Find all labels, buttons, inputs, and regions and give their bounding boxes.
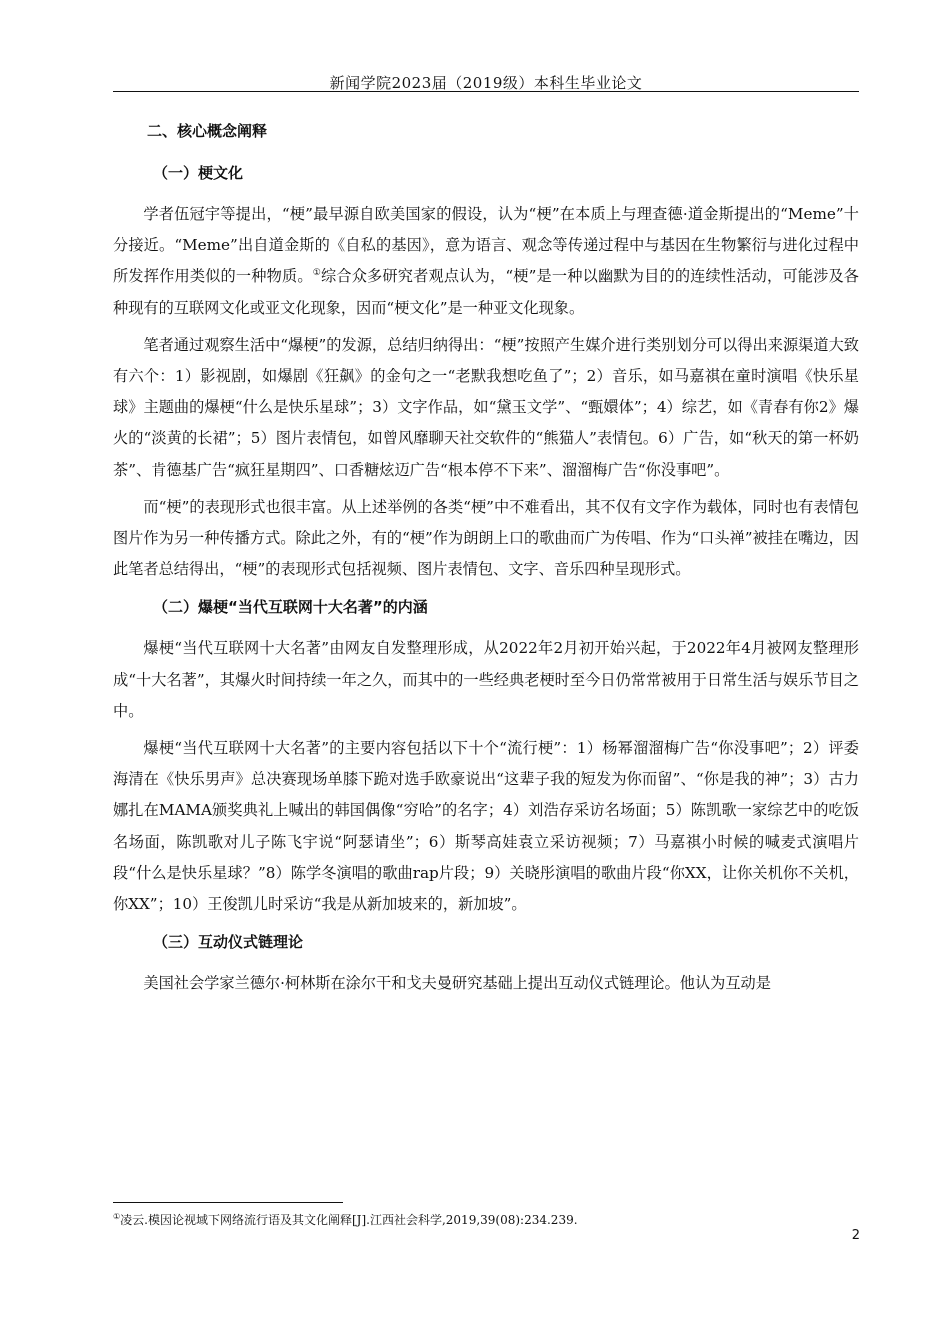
footnote-marker: ① <box>113 1212 121 1221</box>
page-number: 2 <box>851 1228 860 1243</box>
running-header: 新闻学院2023届（2019级）本科生毕业论文 <box>329 74 643 92</box>
paragraph: 爆梗“当代互联网十大名著”的主要内容包括以下十个“流行梗”：1）杨幂溜溜梅广告“你没事吧”；2）评委海清在《快乐男声》总决赛现场单膝下跪对选手欧豪说出“这辈子我的短发为你而留”、“你是我的神”；3）古力娜扎在MAMA颁奖典礼上喊出的韩国偶像“穷哈”的名字；4）刘浩存采访名场面；5）陈凯歌一家综艺中的吃饭名场面，陈凯歌对儿子陈飞宇说“阿瑟请坐”；6）斯琴高娃袁立采访视频；7）马嘉祺小时候的喊麦式演唱片段“什么是快乐星球？”8）陈学冬演唱的歌曲rap片段；9）关晓彤演唱的歌曲片段“你XX，让你关机你不关机，你XX”；10）王俊凯儿时采访“我是从新加坡来的，新加坡”。 <box>113 739 859 914</box>
footnote-reference[interactable]: ① <box>312 268 321 279</box>
subsection-heading-1: （一）梗文化 <box>153 164 244 182</box>
subsection-heading-3: （三）互动仪式链理论 <box>153 933 304 952</box>
paragraph: 美国社会学家兰德尔·柯林斯在涂尔干和戈夫曼研究基础上提出互动仪式链理论。他认为互动是 <box>143 974 771 993</box>
paragraph: 爆梗“当代互联网十大名著”由网友自发整理形成，从2022年2月初开始兴起，于2022年4月被网友整理形成“十大名著”，其爆火时间持续一年之久，而其中的一些经典老梗时至今日仍常常被用于日常生活与娱乐节目之中。 <box>113 639 859 720</box>
paragraph-text: 综合众多研究者观点认为，“梗”是一种以幽默为目的的连续性活动，可能涉及各种现有的互联网文化或亚文化现象，因而“梗文化”是一种亚文化现象。 <box>113 267 859 317</box>
header-rule <box>113 91 859 92</box>
subsection-heading-2: （二）爆梗“当代互联网十大名著”的内涵 <box>153 598 428 617</box>
paragraph <box>113 199 859 324</box>
section-heading: 二、核心概念阐释 <box>147 122 268 140</box>
paragraph: 而“梗”的表现形式也很丰富。从上述举例的各类“梗”中不难看出，其不仅有文字作为载体，同时也有表情包图片作为另一种传播方式。除此之外，有的“梗”作为朗朗上口的歌曲而广为传唱、作为“口头禅”被挂在嘴边，因此笔者总结得出，“梗”的表现形式包括视频、图片表情包、文字、音乐四种呈现形式。 <box>113 497 859 579</box>
paragraph-text: 学者伍冠宇等提出，“梗”最早源自欧美国家的假设，认为“梗”在本质上与理查德·道金斯提出的“Meme”十分接近。“Meme”出自道金斯的《自私的基因》，意为语言、观念等传递过程中与基因在生物繁衍与进化过程中所发挥作用类似的一种物质。 <box>113 205 859 286</box>
paragraph: 笔者通过观察生活中“爆梗”的发源，总结归纳得出：“梗”按照产生媒介进行类别划分可以得出来源渠道大致有六个：1）影视剧，如爆剧《狂飙》的金句之一“老默我想吃鱼了”；2）音乐，如马嘉祺在童时演唱《快乐星球》主题曲的爆梗“什么是快乐星球”；3）文字作品，如“黛玉文学”、“甄嬛体”；4）综艺，如《青春有你2》爆火的“淡黄的长裙”；5）图片表情包，如曾风靡聊天社交软件的“熊猫人”表情包。6）广告，如“秋天的第一杯奶茶”、肯德基广告“疯狂星期四”、口香糖炫迈广告“根本停不下来”、溜溜梅广告“你没事吧”。 <box>113 335 859 479</box>
footnote-rule <box>113 1202 343 1203</box>
main-content <box>113 115 859 1005</box>
footnote-text: 凌云.模因论视域下网络流行语及其文化阐释[J].江西社会科学,2019,39(08):234.239. <box>120 1213 578 1227</box>
footnote <box>113 1211 859 1229</box>
